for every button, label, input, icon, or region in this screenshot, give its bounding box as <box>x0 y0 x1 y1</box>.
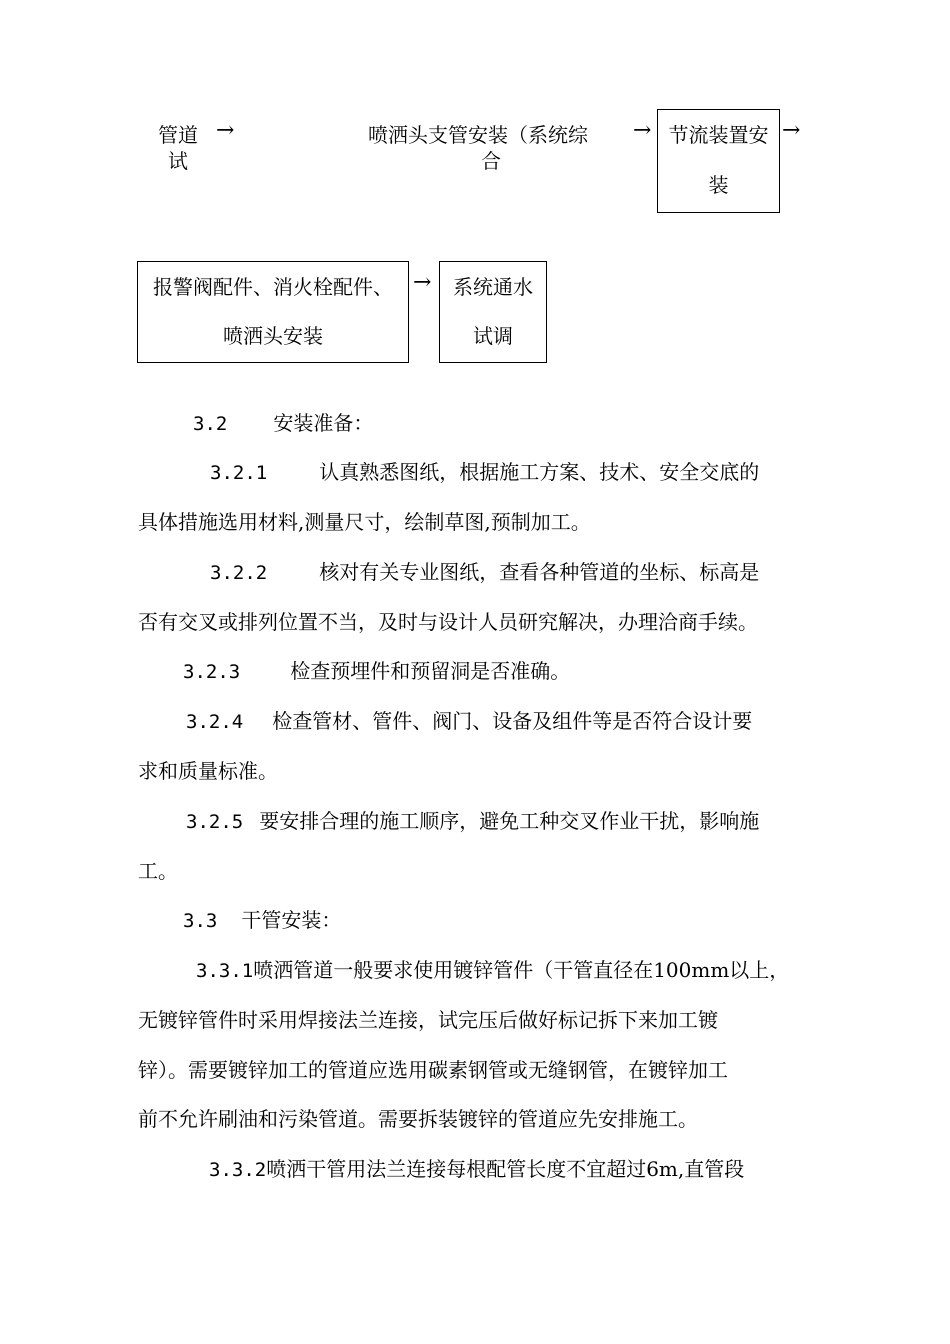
section-heading-3-2 <box>193 409 373 438</box>
item-text: 要安排合理的施工顺序，避免工种交叉作业干扰，影响施 <box>259 809 760 833</box>
item-3-2-5-line1 <box>186 807 759 836</box>
flow-step-sprinkler-branch-line1: 喷洒头支管安装（系统综 <box>368 123 588 147</box>
item-text: 喷洒管道一般要求使用镀锌管件（干管直径在100mm以上， <box>253 958 790 982</box>
flow-step-sprinkler-branch-line2: 合 <box>481 149 501 173</box>
flow-step-water-test <box>439 261 547 363</box>
item-number: 3.2.1 <box>210 462 268 484</box>
flow-step-pipe-test-line2: 试 <box>168 149 188 173</box>
flow-step-alarm-valve-line2: 喷洒头安装 <box>223 324 323 348</box>
item-3-2-2-line1 <box>210 558 759 587</box>
item-3-2-5-line2: 工。 <box>138 859 178 883</box>
item-3-2-4-line2: 求和质量标准。 <box>138 759 278 783</box>
flow-arrow-3: → <box>782 118 801 143</box>
item-3-2-3-line1 <box>183 657 570 686</box>
flow-step-water-test-line2: 试调 <box>473 324 513 348</box>
flow-step-pipe-test <box>155 122 201 174</box>
flow-step-sprinkler-branch <box>368 122 618 174</box>
item-3-3-1-line1 <box>196 956 789 985</box>
flow-step-water-test-line1: 系统通水 <box>453 275 533 299</box>
item-text: 核对有关专业图纸，查看各种管道的坐标、标高是 <box>319 560 760 584</box>
item-number: 3.2.4 <box>186 711 244 733</box>
item-number: 3.2.2 <box>210 562 268 584</box>
section-number: 3.2 <box>193 413 228 435</box>
flow-arrow-1: → <box>216 118 235 143</box>
item-3-3-1-line3: 锌）。需要镀锌加工的管道应选用碳素钢管或无缝钢管，在镀锌加工 <box>138 1058 728 1082</box>
flow-step-throttle-device-line2: 装 <box>708 173 729 197</box>
section-title: 干管安装： <box>241 908 342 932</box>
flow-step-throttle-device-line1: 节流装置安 <box>668 123 769 147</box>
flow-step-alarm-valve <box>137 261 409 363</box>
item-text: 检查预埋件和预留洞是否准确。 <box>290 659 571 683</box>
flow-step-pipe-test-line1: 管道 <box>158 123 198 147</box>
item-3-3-1-line2: 无镀锌管件时采用焊接法兰连接，试完压后做好标记拆下来加工镀 <box>138 1008 718 1032</box>
item-text: 认真熟悉图纸，根据施工方案、技术、安全交底的 <box>319 460 760 484</box>
section-number: 3.3 <box>183 910 218 932</box>
item-text: 检查管材、管件、阀门、设备及组件等是否符合设计要 <box>272 709 753 733</box>
item-3-2-1-line2: 具体措施选用材料,测量尺寸，绘制草图,预制加工。 <box>138 510 591 534</box>
item-3-2-1-line1 <box>210 458 759 487</box>
flow-step-throttle-device <box>657 109 780 213</box>
item-text: 喷洒干管用法兰连接每根配管长度不宜超过6m,直管段 <box>266 1157 745 1181</box>
item-3-3-2-line1 <box>209 1155 744 1184</box>
flow-step-alarm-valve-line1: 报警阀配件、消火栓配件、 <box>153 275 393 299</box>
item-number: 3.3.2 <box>209 1159 267 1181</box>
flow-arrow-4: → <box>413 270 432 295</box>
item-3-2-4-line1 <box>186 707 752 736</box>
item-3-3-1-line4: 前不允许刷油和污染管道。需要拆装镀锌的管道应先安排施工。 <box>138 1107 698 1131</box>
item-number: 3.2.3 <box>183 661 241 683</box>
item-3-2-2-line2: 否有交叉或排列位置不当，及时与设计人员研究解决，办理洽商手续。 <box>138 610 758 634</box>
flow-arrow-2: → <box>633 118 652 143</box>
section-title: 安装准备： <box>273 411 374 435</box>
item-number: 3.3.1 <box>196 960 254 982</box>
section-heading-3-3 <box>183 906 341 935</box>
item-number: 3.2.5 <box>186 811 244 833</box>
